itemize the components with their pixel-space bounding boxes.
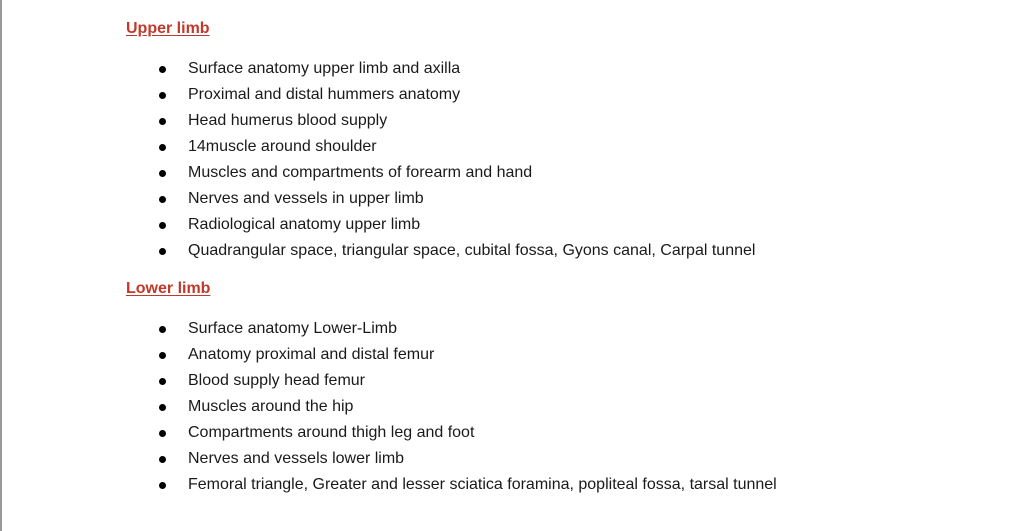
- bullet-icon: [159, 118, 166, 125]
- bullet-icon: [159, 378, 166, 385]
- list-item-text: Head humerus blood supply: [188, 112, 388, 129]
- list-item-text: Femoral triangle, Greater and lesser sciatica foramina, popliteal fossa, tarsal tunnel: [188, 476, 777, 493]
- bullet-icon: [159, 222, 166, 229]
- bullet-icon: [159, 92, 166, 99]
- list-item-text: Nerves and vessels in upper limb: [188, 190, 424, 207]
- list-item-text: 14muscle around shoulder: [188, 138, 377, 155]
- bullet-icon: [159, 326, 166, 333]
- bullet-icon: [159, 456, 166, 463]
- list-item-text: Nerves and vessels lower limb: [188, 450, 405, 467]
- list-item-text: Radiological anatomy upper limb: [188, 216, 421, 233]
- bullet-icon: [159, 196, 166, 203]
- bullet-icon: [159, 144, 166, 151]
- section-heading-lower-limb: Lower limb: [126, 280, 211, 297]
- section-heading-upper-limb: Upper limb: [126, 20, 210, 37]
- bullet-icon: [159, 482, 166, 489]
- list-item-text: Proximal and distal hummers anatomy: [188, 86, 461, 103]
- bullet-icon: [159, 248, 166, 255]
- bullet-icon: [159, 404, 166, 411]
- bullet-icon: [159, 430, 166, 437]
- list-item-text: Muscles and compartments of forearm and hand: [188, 164, 533, 181]
- bullet-icon: [159, 170, 166, 177]
- bullet-icon: [159, 352, 166, 359]
- list-item-text: Anatomy proximal and distal femur: [188, 346, 435, 363]
- list-item-text: Compartments around thigh leg and foot: [188, 424, 475, 441]
- list-item-text: Quadrangular space, triangular space, cubital fossa, Gyons canal, Carpal tunnel: [188, 242, 756, 259]
- list-item-text: Surface anatomy Lower-Limb: [188, 320, 397, 337]
- bullet-icon: [159, 66, 166, 73]
- list-item-text: Surface anatomy upper limb and axilla: [188, 60, 461, 77]
- list-item-text: Blood supply head femur: [188, 372, 365, 389]
- list-item-text: Muscles around the hip: [188, 398, 354, 415]
